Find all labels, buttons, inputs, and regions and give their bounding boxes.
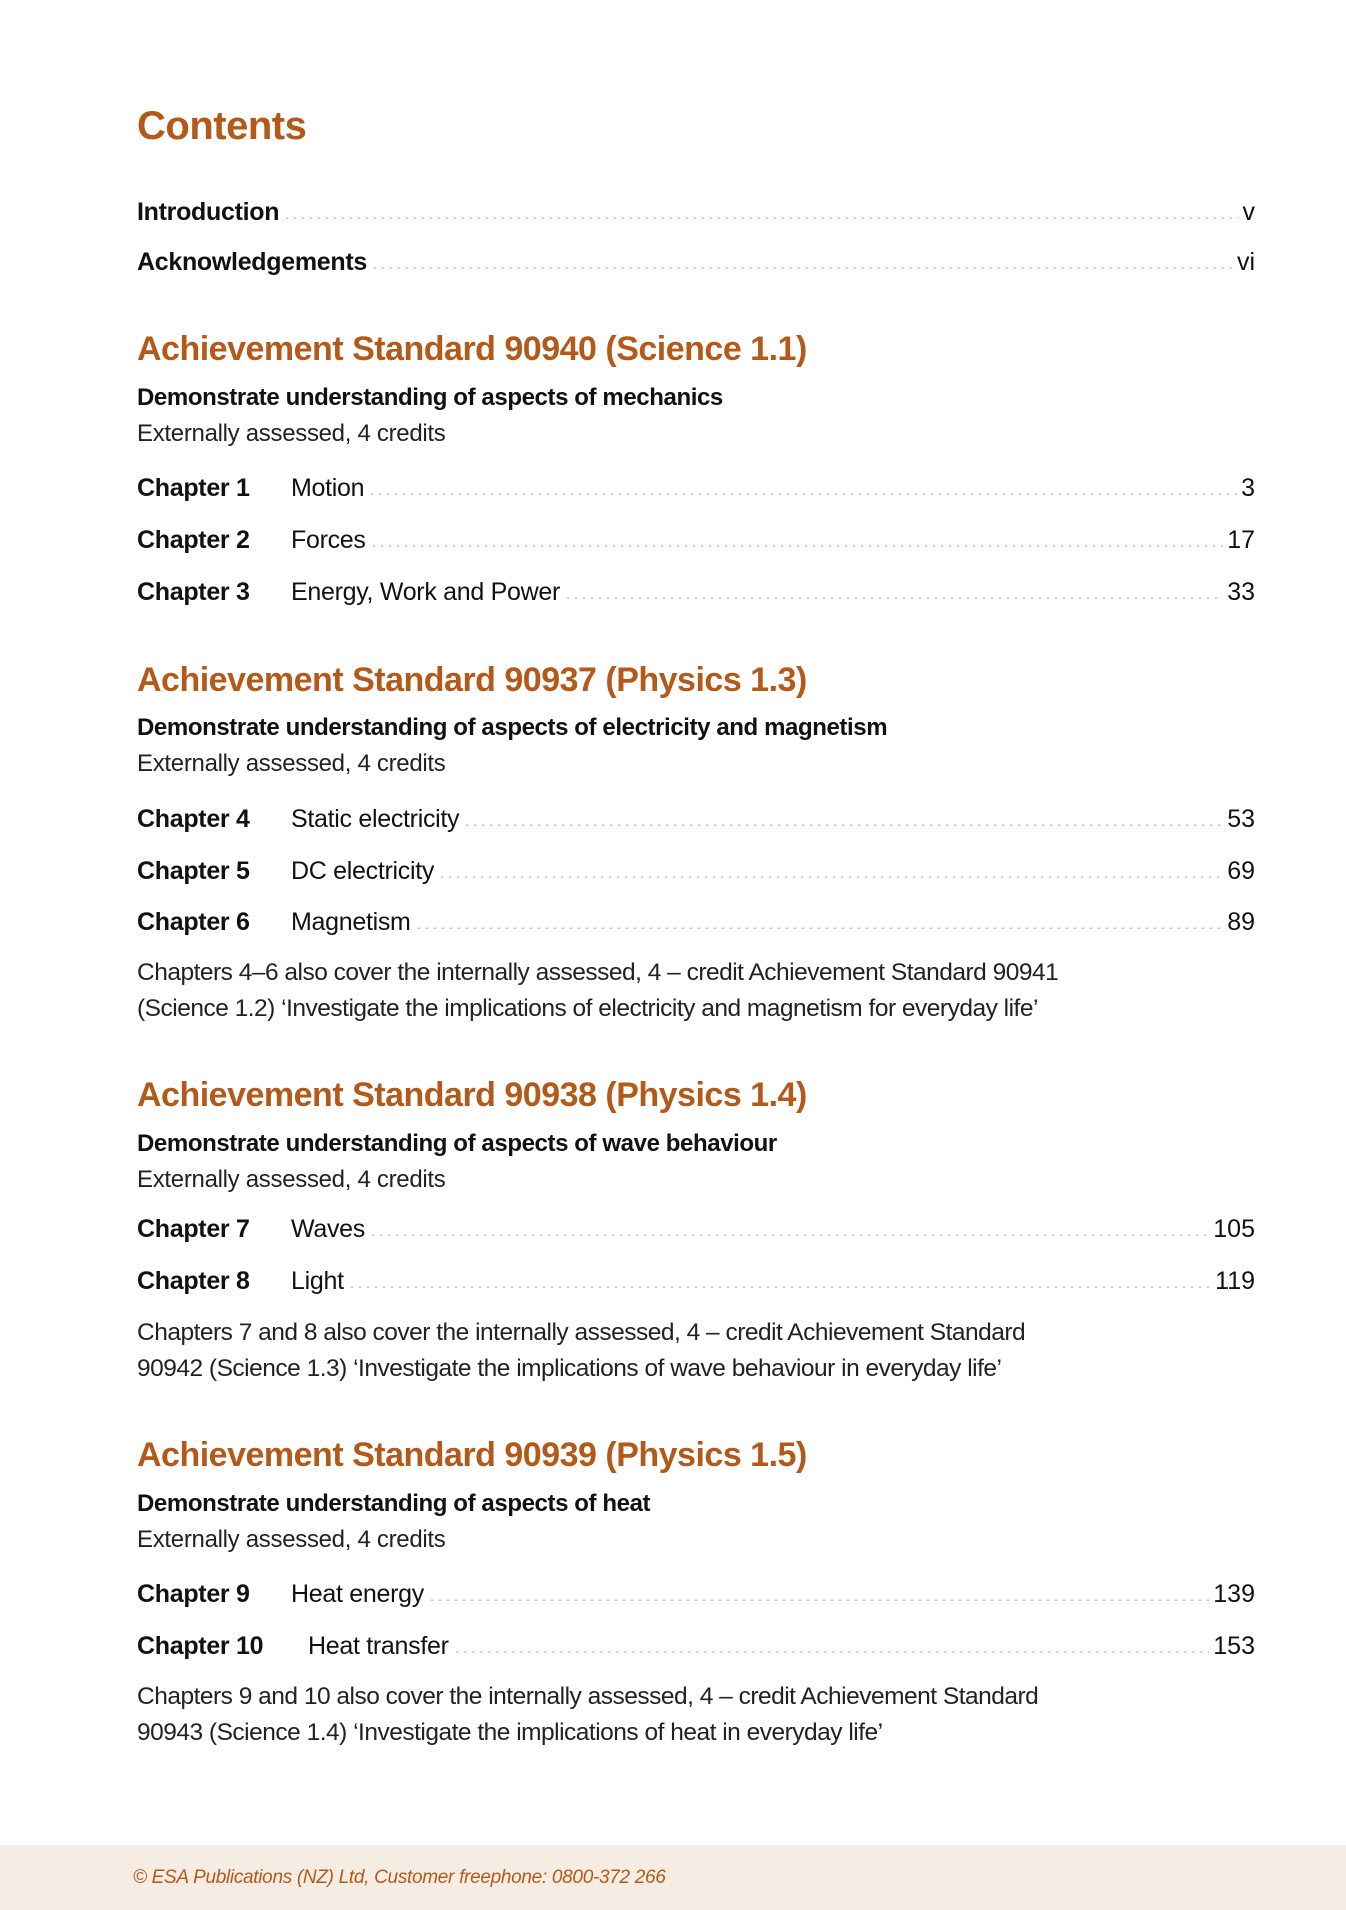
- toc-page-number: 69: [1227, 857, 1255, 885]
- leader-dots: [463, 824, 1223, 826]
- standard-subtitle: Demonstrate understanding of aspects of mechanics: [137, 384, 723, 411]
- note-line: 90943 (Science 1.4) ‘Investigate the implications of heat in everyday life’: [137, 1719, 883, 1746]
- chapter-title: Forces: [291, 526, 366, 554]
- chapter-label: Chapter 6: [137, 908, 250, 936]
- chapter-title: Waves: [291, 1215, 365, 1243]
- note-line: Chapters 9 and 10 also cover the internally assessed, 4 – credit Achievement Standard: [137, 1683, 1039, 1710]
- chapter-title: Static electricity: [291, 805, 460, 833]
- toc-page-number: 3: [1241, 474, 1255, 502]
- toc-page-number: 139: [1213, 1580, 1255, 1608]
- standard-heading: Achievement Standard 90938 (Physics 1.4): [137, 1076, 807, 1114]
- toc-entry-acknowledgements[interactable]: [137, 246, 1255, 278]
- toc-entry-label: Introduction: [137, 198, 280, 226]
- chapter-title: Light: [291, 1267, 344, 1295]
- toc-chapter-entry[interactable]: [137, 906, 1255, 938]
- toc-chapter-entry[interactable]: [137, 1630, 1255, 1662]
- toc-page-number: 17: [1227, 526, 1255, 554]
- standard-heading: Achievement Standard 90940 (Science 1.1): [137, 330, 807, 368]
- leader-dots: [283, 217, 1238, 219]
- toc-chapter-entry[interactable]: [137, 803, 1255, 835]
- toc-page-number: 153: [1213, 1632, 1255, 1660]
- standard-assessment: Externally assessed, 4 credits: [137, 420, 446, 447]
- toc-chapter-entry[interactable]: [137, 472, 1255, 504]
- leader-dots: [369, 1234, 1209, 1236]
- toc-page-number: vi: [1236, 248, 1255, 276]
- chapter-title: Magnetism: [291, 908, 411, 936]
- chapter-label: Chapter 3: [137, 578, 250, 606]
- standard-heading: Achievement Standard 90937 (Physics 1.3): [137, 661, 807, 699]
- standard-assessment: Externally assessed, 4 credits: [137, 750, 446, 777]
- chapter-title: DC electricity: [291, 857, 435, 885]
- note-line: 90942 (Science 1.3) ‘Investigate the implications of wave behaviour in everyday life’: [137, 1355, 1002, 1382]
- chapter-label: Chapter 4: [137, 805, 250, 833]
- standard-subtitle: Demonstrate understanding of aspects of wave behaviour: [137, 1130, 777, 1157]
- leader-dots: [564, 597, 1223, 599]
- standard-subtitle: Demonstrate understanding of aspects of heat: [137, 1490, 651, 1517]
- chapter-label: Chapter 1: [137, 474, 250, 502]
- page-footer: [0, 1845, 1346, 1910]
- toc-chapter-entry[interactable]: [137, 855, 1255, 887]
- page-title: Contents: [137, 104, 307, 148]
- standard-assessment: Externally assessed, 4 credits: [137, 1166, 446, 1193]
- standard-subtitle: Demonstrate understanding of aspects of electricity and magnetism: [137, 714, 888, 741]
- leader-dots: [348, 1286, 1211, 1288]
- leader-dots: [371, 267, 1233, 269]
- toc-chapter-entry[interactable]: [137, 524, 1255, 556]
- chapter-label: Chapter 2: [137, 526, 250, 554]
- leader-dots: [453, 1651, 1210, 1653]
- copyright-text: © ESA Publications (NZ) Ltd, Customer freephone: 0800-372 266: [133, 1867, 666, 1888]
- note-line: (Science 1.2) ‘Investigate the implications of electricity and magnetism for everyday life’: [137, 995, 1038, 1022]
- chapter-title: Motion: [291, 474, 365, 502]
- toc-entry-introduction[interactable]: [137, 196, 1255, 228]
- leader-dots: [415, 927, 1224, 929]
- chapter-title: Energy, Work and Power: [291, 578, 560, 606]
- chapter-label: Chapter 10: [137, 1632, 264, 1660]
- chapter-label: Chapter 8: [137, 1267, 250, 1295]
- chapter-label: Chapter 7: [137, 1215, 250, 1243]
- toc-page-number: 53: [1227, 805, 1255, 833]
- standard-heading: Achievement Standard 90939 (Physics 1.5): [137, 1436, 807, 1474]
- toc-page-number: 105: [1213, 1215, 1255, 1243]
- leader-dots: [428, 1599, 1209, 1601]
- leader-dots: [368, 493, 1237, 495]
- standard-note: [137, 1679, 1267, 1751]
- toc-page-number: 33: [1227, 578, 1255, 606]
- toc-page-number: 119: [1215, 1267, 1255, 1295]
- toc-page-number: 89: [1227, 908, 1255, 936]
- chapter-label: Chapter 5: [137, 857, 250, 885]
- leader-dots: [438, 876, 1223, 878]
- chapter-label: Chapter 9: [137, 1580, 250, 1608]
- toc-entry-label: Acknowledgements: [137, 248, 367, 276]
- toc-chapter-entry[interactable]: [137, 1213, 1255, 1245]
- toc-chapter-entry[interactable]: [137, 1578, 1255, 1610]
- chapter-title: Heat transfer: [308, 1632, 449, 1660]
- standard-assessment: Externally assessed, 4 credits: [137, 1526, 446, 1553]
- leader-dots: [370, 545, 1224, 547]
- standard-note: [137, 1315, 1267, 1387]
- toc-chapter-entry[interactable]: [137, 576, 1255, 608]
- standard-note: [137, 955, 1267, 1027]
- chapter-title: Heat energy: [291, 1580, 424, 1608]
- note-line: Chapters 7 and 8 also cover the internally assessed, 4 – credit Achievement Standard: [137, 1319, 1026, 1346]
- note-line: Chapters 4–6 also cover the internally assessed, 4 – credit Achievement Standard 90941: [137, 959, 1059, 986]
- toc-chapter-entry[interactable]: [137, 1265, 1255, 1297]
- toc-page-number: v: [1242, 198, 1255, 226]
